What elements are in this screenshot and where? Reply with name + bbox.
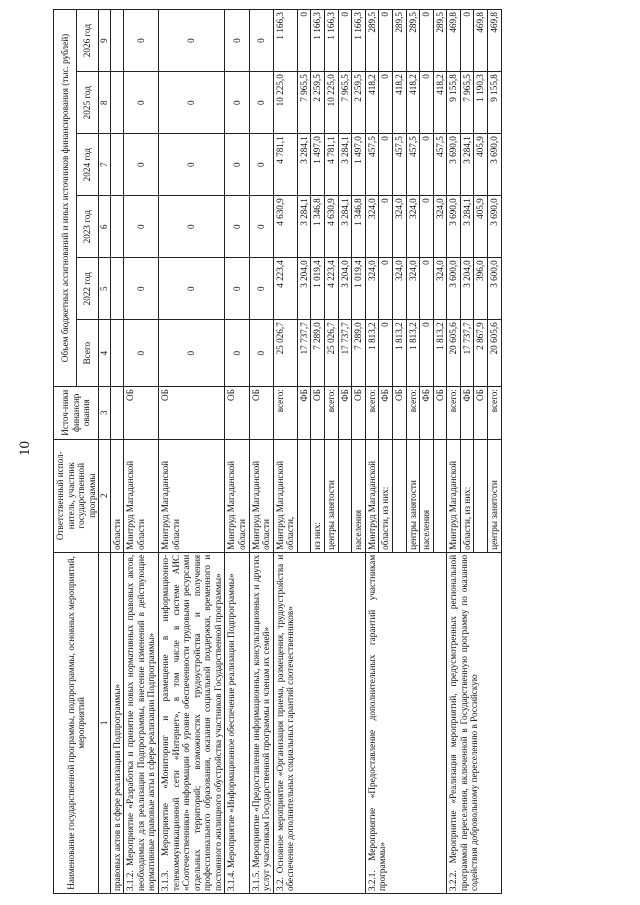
row-responsible	[338, 439, 352, 552]
row-value: 289,5	[433, 10, 447, 72]
row-value: 3 600,0	[447, 258, 461, 320]
row-responsible: центры занятости	[488, 439, 502, 552]
row-name: 3.1.3. Мероприятие «Мониторинг и размещение в информационно-телекоммуникационной сети «Интернет», в том числе в системе АИС «Соотечественники» информации об уровне обеспеченности трудовыми ресурсами отдельных территорий; возможностях трудоустройства и получения профессионального образования, оказания социальной поддержки, временного и постоянного жилищного обустройства участников Государственной программы»	[158, 552, 224, 893]
row-value: 3 284,1	[460, 134, 474, 196]
row-value: 418,2	[365, 72, 379, 134]
row-value: 1 813,2	[433, 320, 447, 387]
row-source: ОБ	[474, 387, 488, 439]
row-value: 7 289,0	[311, 320, 325, 387]
row-value: 0	[158, 10, 224, 72]
row-responsible	[474, 439, 488, 552]
row-name: 3.1.4. Мероприятие «Информационное обеспечение реализации Подпрограммы»	[225, 552, 249, 893]
row-value	[110, 320, 124, 387]
row-value: 405,9	[474, 196, 488, 258]
row-value: 289,5	[406, 10, 420, 72]
row-value: 324,0	[365, 196, 379, 258]
column-number: 2	[99, 439, 110, 552]
row-source: всего:	[273, 387, 297, 439]
row-value: 1 813,2	[365, 320, 379, 387]
row-name: 3.2. Основное мероприятие «Организация приема, размещения, трудоустройства и обеспечение дополнительных социальных гарантий соотечественников»	[273, 552, 365, 893]
row-value: 3 284,1	[297, 196, 311, 258]
row-source: всего:	[325, 387, 339, 439]
row-value: 0	[420, 10, 434, 72]
row-value: 0	[297, 10, 311, 72]
table-body	[110, 10, 501, 894]
row-responsible: центры занятости	[325, 439, 339, 552]
row-value: 0	[420, 134, 434, 196]
header-volume: Объем бюджетных ассигнований и иных источников финансирования (тыс. рублей)	[54, 10, 77, 387]
row-value: 17 737,7	[460, 320, 474, 387]
row-value: 1 346,8	[311, 196, 325, 258]
row-value: 0	[124, 10, 159, 72]
row-responsible: области, из них:	[460, 439, 474, 552]
row-value	[110, 10, 124, 72]
row-value: 0	[460, 10, 474, 72]
row-value: 3 690,0	[447, 196, 461, 258]
row-responsible: населения	[352, 439, 366, 552]
row-value: 0	[124, 72, 159, 134]
row-value: 1 019,4	[311, 258, 325, 320]
row-value: 469,8	[488, 10, 502, 72]
row-value: 0	[420, 320, 434, 387]
header-total: Всего	[76, 320, 99, 387]
row-value: 17 737,7	[297, 320, 311, 387]
row-value: 0	[249, 72, 273, 134]
row-name: 3.2.1. Мероприятие «Предоставление дополнительных гарантий участникам программы»	[365, 552, 446, 893]
row-value: 3 690,0	[447, 134, 461, 196]
row-value: 418,2	[406, 72, 420, 134]
row-responsible: области	[110, 439, 124, 552]
row-value: 0	[124, 258, 159, 320]
row-value: 3 284,1	[460, 196, 474, 258]
row-value: 1 346,8	[352, 196, 366, 258]
table-row	[273, 10, 297, 894]
row-value: 0	[379, 72, 393, 134]
row-name: правовых актов в сфере реализации Подпрограммы»	[110, 552, 124, 893]
rotated-table-container	[53, 9, 613, 894]
row-value	[110, 72, 124, 134]
row-responsible: Минтруд Магаданской	[447, 439, 461, 552]
page-number: 10	[17, 441, 33, 456]
row-responsible: из них:	[311, 439, 325, 552]
row-source: ФБ	[460, 387, 474, 439]
column-number: 8	[99, 72, 110, 134]
row-source: ФБ	[420, 387, 434, 439]
row-name: 3.1.5. Мероприятие «Предоставление информационных, консультационных и других услуг участникам Государственной программы и членам их семей»	[249, 552, 273, 893]
row-value	[110, 196, 124, 258]
row-value: 0	[225, 10, 249, 72]
row-responsible	[433, 439, 447, 552]
row-value: 3 284,1	[297, 134, 311, 196]
row-source: ОБ	[392, 387, 406, 439]
table-row	[447, 10, 461, 894]
row-value: 0	[158, 72, 224, 134]
column-number: 6	[99, 196, 110, 258]
row-value: 289,5	[392, 10, 406, 72]
row-value: 0	[420, 258, 434, 320]
row-value: 1 166,3	[325, 10, 339, 72]
row-value: 0	[158, 258, 224, 320]
row-value: 3 690,0	[488, 134, 502, 196]
row-value: 0	[225, 258, 249, 320]
row-value: 0	[249, 258, 273, 320]
row-value: 418,2	[433, 72, 447, 134]
row-value: 324,0	[392, 196, 406, 258]
row-value: 0	[249, 10, 273, 72]
row-value: 0	[249, 320, 273, 387]
row-value: 418,2	[392, 72, 406, 134]
row-value: 9 155,8	[447, 72, 461, 134]
row-responsible	[392, 439, 406, 552]
column-number: 1	[99, 552, 110, 893]
row-value: 3 204,0	[460, 258, 474, 320]
row-responsible: населения	[420, 439, 434, 552]
row-value: 0	[379, 196, 393, 258]
row-value: 1 497,0	[311, 134, 325, 196]
row-value: 3 204,0	[338, 258, 352, 320]
row-value: 25 026,7	[325, 320, 339, 387]
row-value: 4 781,1	[273, 134, 297, 196]
row-value: 396,0	[474, 258, 488, 320]
header-year: 2022 год	[76, 258, 99, 320]
header-year: 2023 год	[76, 196, 99, 258]
row-responsible: Минтруд Магаданской области	[225, 439, 249, 552]
row-source: всего:	[447, 387, 461, 439]
table-row	[124, 10, 159, 894]
row-source: ОБ	[158, 387, 224, 439]
column-number: 5	[99, 258, 110, 320]
row-value: 7 965,5	[460, 72, 474, 134]
row-responsible: Минтруд Магаданской области	[249, 439, 273, 552]
row-name: 3.2.2. Мероприятие «Реализация мероприятий, предусмотренных региональной программой переселения, включенной в Государственную программу по оказанию содействия добровольному переселению в Российскую	[447, 552, 501, 893]
row-value: 0	[158, 134, 224, 196]
row-source: всего:	[406, 387, 420, 439]
row-value: 324,0	[433, 196, 447, 258]
table-row	[110, 10, 124, 894]
row-value: 0	[338, 10, 352, 72]
row-value: 0	[420, 72, 434, 134]
row-name: 3.1.2. Мероприятие «Разработка и принятие новых нормативных правовых актов, необходимых для реализации Подпрограммы, внесение изменений в действующие нормативные правовые акты в сфере реализации Подпрограммы»	[124, 552, 159, 893]
row-value: 0	[124, 196, 159, 258]
row-value: 0	[158, 320, 224, 387]
header-year: 2024 год	[76, 134, 99, 196]
row-value: 0	[225, 196, 249, 258]
row-value: 4 223,4	[273, 258, 297, 320]
row-value: 0	[124, 134, 159, 196]
row-source: ОБ	[124, 387, 159, 439]
header-responsible: Ответственный испол-нитель, участник государственной программы	[54, 439, 99, 552]
column-number-row	[99, 10, 110, 894]
row-value: 9 155,8	[488, 72, 502, 134]
table-row	[158, 10, 224, 894]
row-value: 3 690,0	[488, 196, 502, 258]
column-number: 9	[99, 10, 110, 72]
row-value: 4 630,9	[273, 196, 297, 258]
row-value: 2 259,5	[311, 72, 325, 134]
header-year: 2025 год	[76, 72, 99, 134]
row-source	[110, 387, 124, 439]
row-value: 0	[379, 134, 393, 196]
header-name: Наименование государственной программы, подпрограммы, основных мероприятий, мероприятий	[54, 552, 99, 893]
row-value: 0	[249, 196, 273, 258]
row-value: 457,5	[365, 134, 379, 196]
row-value: 3 284,1	[338, 196, 352, 258]
row-value: 457,5	[433, 134, 447, 196]
row-value: 25 026,7	[273, 320, 297, 387]
row-source: ФБ	[379, 387, 393, 439]
row-value: 0	[225, 134, 249, 196]
row-value: 2 259,5	[352, 72, 366, 134]
row-value: 0	[124, 320, 159, 387]
row-value: 3 204,0	[297, 258, 311, 320]
table-row	[365, 10, 379, 894]
row-value: 324,0	[365, 258, 379, 320]
row-value: 405,9	[474, 134, 488, 196]
row-source: ФБ	[297, 387, 311, 439]
row-value: 1 166,3	[352, 10, 366, 72]
row-value: 2 867,9	[474, 320, 488, 387]
row-value: 4 781,1	[325, 134, 339, 196]
row-value: 324,0	[406, 196, 420, 258]
row-source: всего:	[488, 387, 502, 439]
row-value: 0	[249, 134, 273, 196]
row-value: 0	[379, 320, 393, 387]
row-source: ОБ	[225, 387, 249, 439]
table-row	[225, 10, 249, 894]
row-source: ФБ	[338, 387, 352, 439]
row-value	[110, 258, 124, 320]
row-value: 0	[158, 196, 224, 258]
row-value: 20 605,6	[488, 320, 502, 387]
row-source: ОБ	[352, 387, 366, 439]
row-value: 324,0	[406, 258, 420, 320]
row-value: 457,5	[392, 134, 406, 196]
column-number: 3	[99, 387, 110, 439]
row-responsible: центры занятости	[406, 439, 420, 552]
row-value: 20 605,6	[447, 320, 461, 387]
row-value: 17 737,7	[338, 320, 352, 387]
row-value: 7 965,5	[338, 72, 352, 134]
row-value: 1 190,3	[474, 72, 488, 134]
row-value: 0	[420, 196, 434, 258]
row-value: 324,0	[433, 258, 447, 320]
row-value: 10 225,0	[325, 72, 339, 134]
header-sources: Источ-ники финансир ования	[54, 387, 99, 439]
row-value: 1 813,2	[406, 320, 420, 387]
row-value: 469,8	[447, 10, 461, 72]
table-row	[249, 10, 273, 894]
row-value: 3 600,0	[488, 258, 502, 320]
row-responsible: Минтруд Магаданской	[365, 439, 379, 552]
row-value: 0	[379, 258, 393, 320]
row-value: 1 813,2	[392, 320, 406, 387]
row-source: ОБ	[249, 387, 273, 439]
header-year: 2026 год	[76, 10, 99, 72]
budget-table	[53, 9, 502, 894]
row-value	[110, 134, 124, 196]
row-source: ОБ	[433, 387, 447, 439]
row-responsible: Минтруд Магаданской области	[158, 439, 224, 552]
row-source: всего:	[365, 387, 379, 439]
row-value: 469,8	[474, 10, 488, 72]
row-value: 0	[225, 72, 249, 134]
row-responsible: области, из них:	[379, 439, 393, 552]
row-value: 1 019,4	[352, 258, 366, 320]
row-value: 7 289,0	[352, 320, 366, 387]
row-responsible: Минтруд Магаданской области	[124, 439, 159, 552]
column-number: 4	[99, 320, 110, 387]
row-value: 0	[225, 320, 249, 387]
row-responsible: Минтруд Магаданской области,	[273, 439, 297, 552]
row-source: ОБ	[311, 387, 325, 439]
row-value: 457,5	[406, 134, 420, 196]
row-value: 3 284,1	[338, 134, 352, 196]
column-number: 7	[99, 134, 110, 196]
row-value: 1 497,0	[352, 134, 366, 196]
row-value: 324,0	[392, 258, 406, 320]
row-responsible	[297, 439, 311, 552]
row-value: 1 166,3	[273, 10, 297, 72]
row-value: 1 166,3	[311, 10, 325, 72]
row-value: 4 630,9	[325, 196, 339, 258]
row-value: 4 223,4	[325, 258, 339, 320]
row-value: 0	[379, 10, 393, 72]
row-value: 7 965,5	[297, 72, 311, 134]
row-value: 10 225,0	[273, 72, 297, 134]
row-value: 289,5	[365, 10, 379, 72]
